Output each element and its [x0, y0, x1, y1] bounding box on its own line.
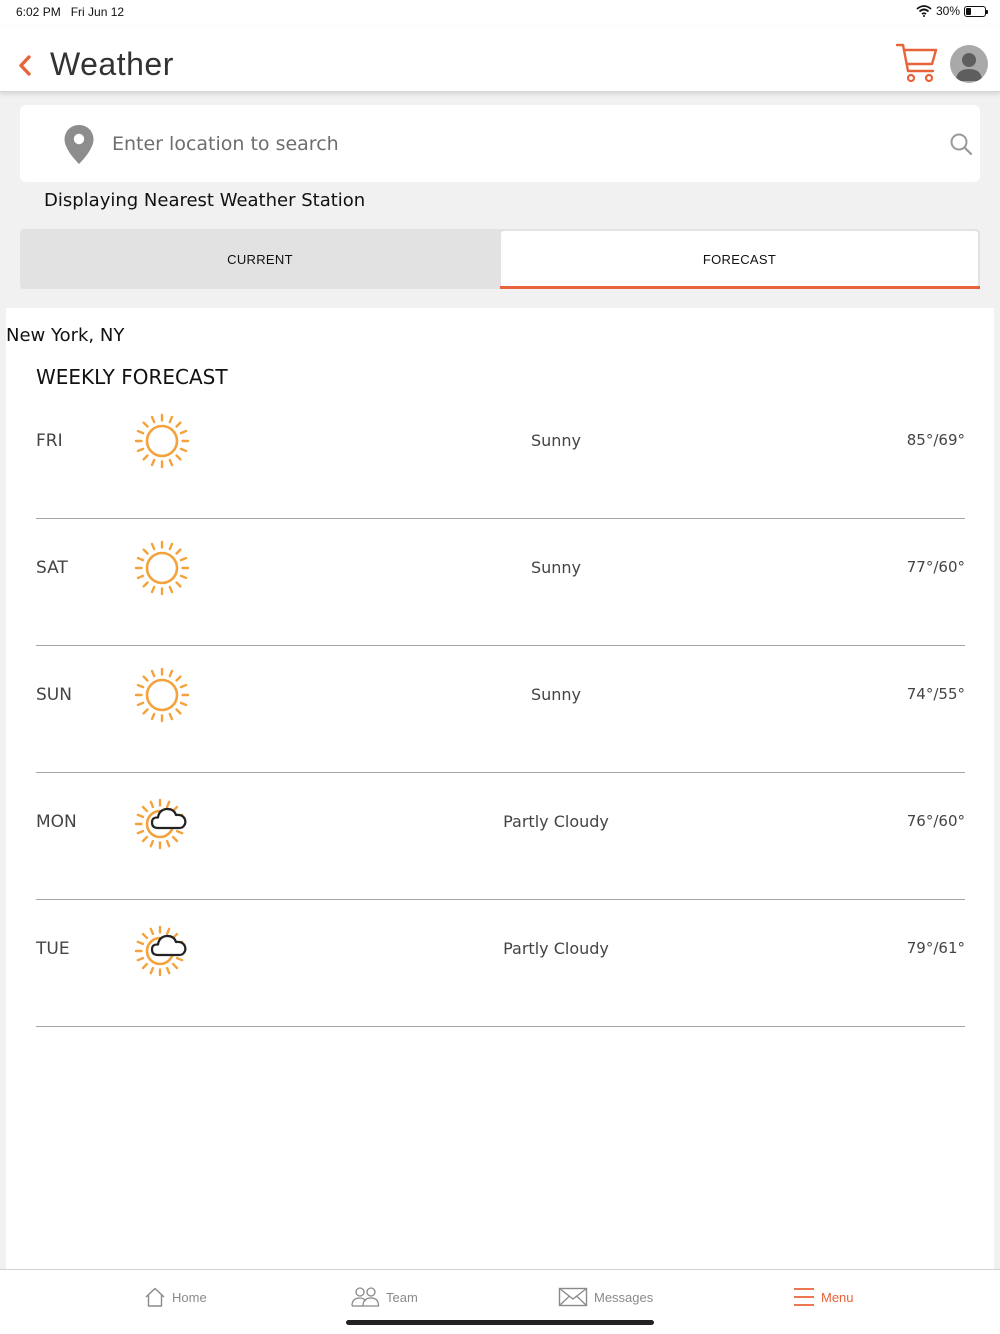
temperature-range: 74°/55° — [906, 685, 965, 703]
search-input[interactable] — [112, 125, 912, 163]
chevron-left-icon — [10, 46, 40, 86]
tab-bar-team-label: Team — [386, 1289, 418, 1305]
team-icon — [350, 1286, 380, 1308]
tab-bar-messages[interactable] — [558, 1282, 653, 1312]
tab-bar-home[interactable] — [144, 1282, 207, 1312]
forecast-row-sun — [36, 646, 965, 773]
condition-label: Partly Cloudy — [503, 939, 609, 958]
condition-label: Sunny — [530, 685, 582, 704]
battery-level — [966, 8, 971, 15]
user-avatar-icon — [950, 45, 988, 83]
location-pin-icon — [62, 123, 96, 167]
location-search-box[interactable] — [20, 105, 980, 182]
home-icon — [144, 1286, 166, 1308]
weekly-forecast-title: WEEKLY FORECAST — [36, 365, 228, 389]
tab-bar-menu[interactable] — [793, 1282, 854, 1312]
day-label: MON — [36, 812, 77, 832]
location-label: New York, NY — [6, 325, 125, 346]
day-label: SAT — [36, 558, 68, 578]
envelope-icon — [558, 1286, 588, 1308]
status-date-text: Fri Jun 12 — [70, 5, 125, 19]
forecast-card — [6, 308, 994, 1270]
view-tabs — [20, 229, 980, 289]
station-label: Displaying Nearest Weather Station — [44, 190, 366, 211]
day-label: FRI — [36, 431, 63, 451]
condition-label: Sunny — [530, 558, 582, 577]
partly-cloudy-icon — [128, 787, 198, 857]
day-label: TUE — [36, 939, 70, 959]
temperature-range: 79°/61° — [906, 939, 965, 957]
status-time-text: 6:02 PM — [16, 5, 61, 19]
tab-current[interactable] — [20, 229, 500, 289]
status-indicators — [916, 4, 986, 18]
tab-forecast-label: FORECAST — [702, 251, 777, 267]
condition-label: Partly Cloudy — [503, 812, 609, 831]
temperature-range: 77°/60° — [906, 558, 965, 576]
tab-bar-menu-label: Menu — [821, 1289, 854, 1305]
forecast-row-sat — [36, 519, 965, 646]
forecast-row-mon — [36, 773, 965, 900]
back-button[interactable] — [10, 46, 40, 86]
partly-cloudy-icon — [128, 914, 198, 984]
tab-current-label: CURRENT — [227, 251, 293, 267]
forecast-row-tue — [36, 900, 965, 1027]
nav-bar — [0, 26, 1000, 92]
search-icon[interactable] — [948, 131, 974, 157]
battery-percent: 30% — [935, 4, 960, 18]
battery-tip — [986, 10, 988, 14]
sun-icon — [128, 533, 198, 603]
temperature-range: 85°/69° — [906, 431, 965, 449]
tab-bar-messages-label: Messages — [594, 1289, 654, 1305]
page-title: Weather — [50, 46, 174, 82]
condition-label: Sunny — [530, 431, 582, 450]
hamburger-menu-icon — [793, 1286, 815, 1308]
temperature-range: 76°/60° — [906, 812, 965, 830]
wifi-icon — [916, 5, 932, 17]
avatar[interactable] — [950, 45, 988, 83]
battery-icon — [964, 6, 986, 17]
tab-bar-home-label: Home — [172, 1289, 207, 1305]
home-indicator — [346, 1320, 654, 1325]
cart-button[interactable] — [894, 40, 940, 84]
status-bar — [0, 0, 1000, 26]
tab-selected-indicator — [500, 286, 980, 289]
forecast-row-fri — [36, 392, 965, 519]
sun-icon — [128, 660, 198, 730]
tab-bar-team[interactable] — [350, 1282, 418, 1312]
tab-forecast[interactable] — [501, 231, 978, 287]
shopping-cart-icon — [894, 40, 940, 84]
status-time — [16, 5, 124, 19]
sun-icon — [128, 406, 198, 476]
day-label: SUN — [36, 685, 72, 705]
